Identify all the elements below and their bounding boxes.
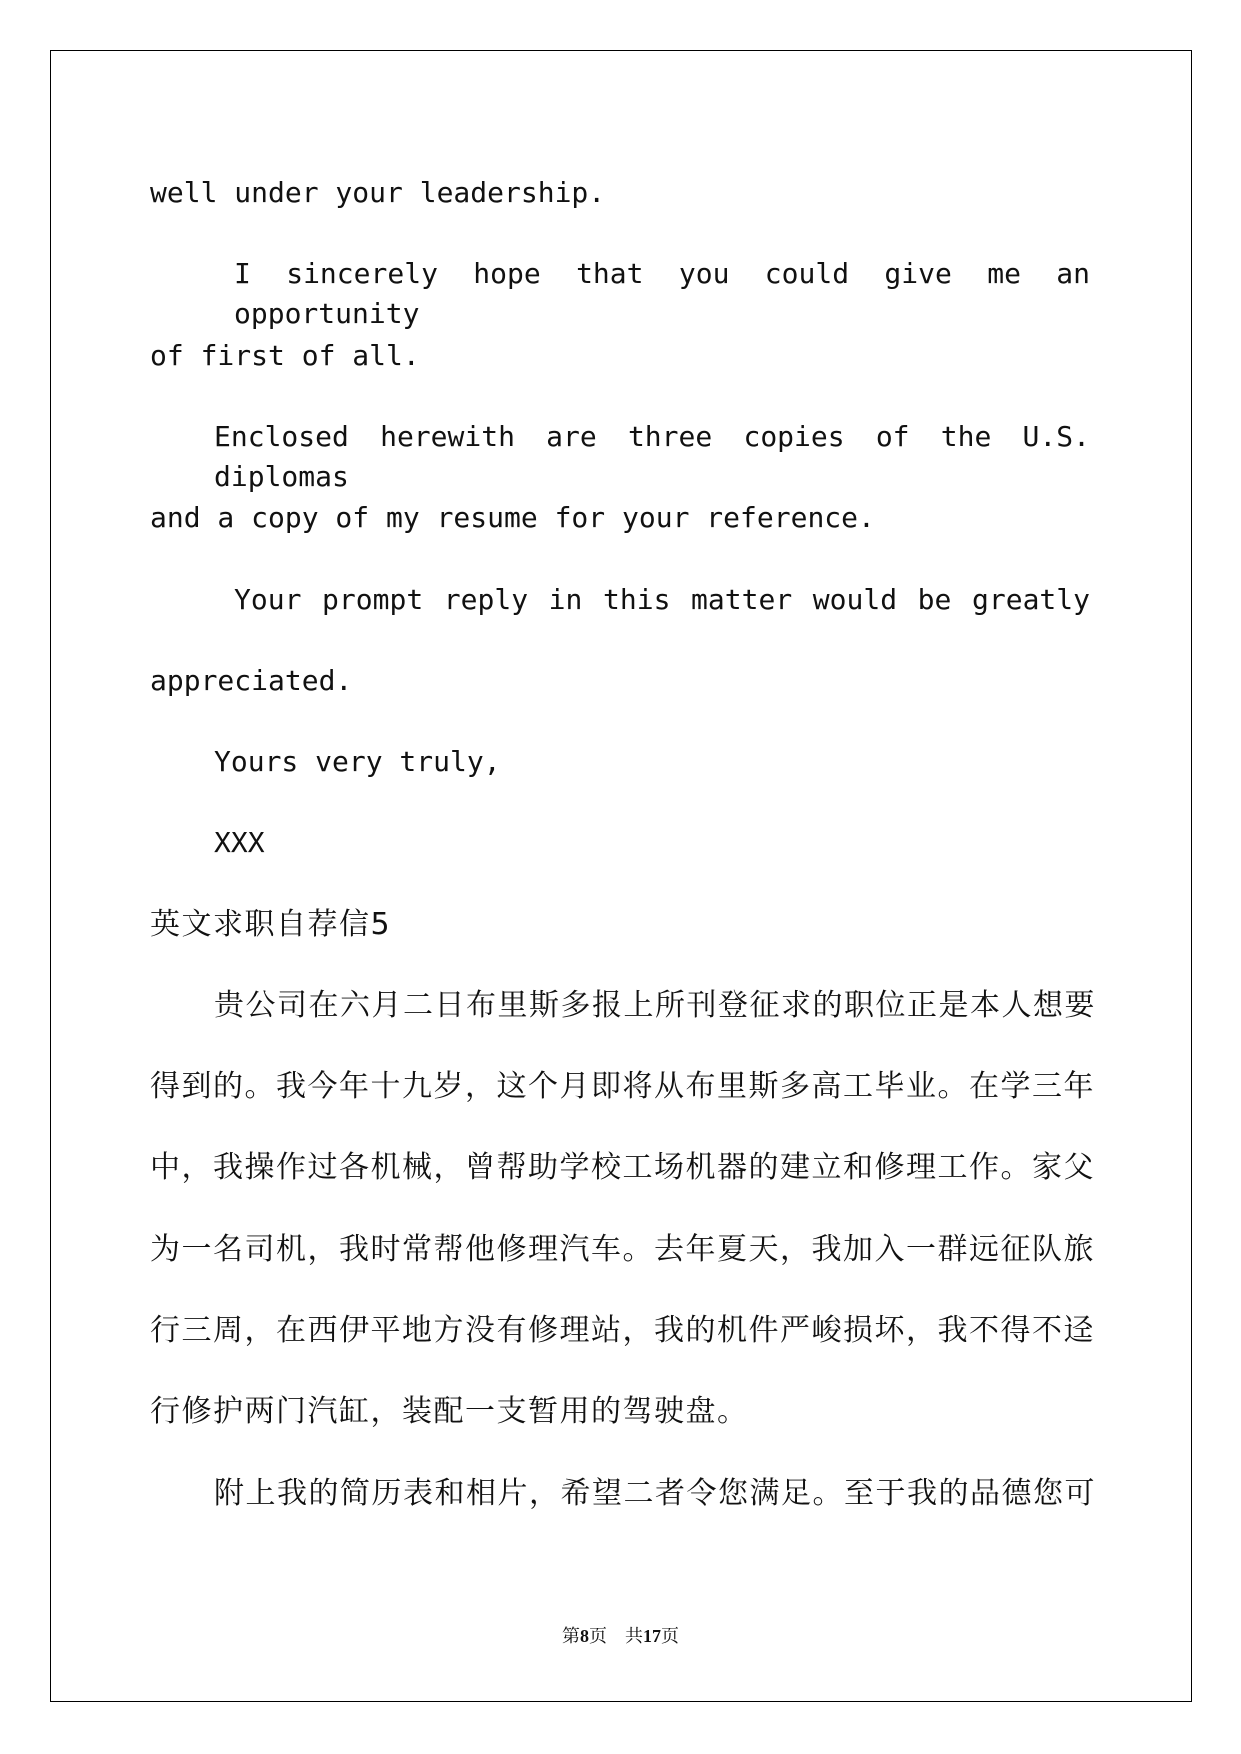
text-line: 得到的。我今年十九岁，这个月即将从布里斯多高工毕业。在学三年 [150, 1069, 1095, 1104]
text-line: of first of all. [150, 339, 420, 372]
text-line: appreciated. [150, 664, 353, 697]
text-line: well under your leadership. [150, 176, 606, 209]
text-line: Yours very truly, [214, 745, 501, 778]
footer-mid: 页 共 [589, 1626, 643, 1646]
footer-prefix: 第 [562, 1626, 580, 1646]
page-footer [0, 1622, 1241, 1648]
footer-suffix: 页 [661, 1626, 679, 1646]
total-page-count: 17 [643, 1626, 661, 1646]
text-line: 贵公司在六月二日布里斯多报上所刊登征求的职位正是本人想要 [214, 988, 1096, 1023]
current-page-number: 8 [580, 1626, 589, 1646]
text-line: 行修护两门汽缸，装配一支暂用的驾驶盘。 [150, 1394, 749, 1429]
text-line: Your prompt reply in this matter would be greatly [234, 583, 1090, 616]
text-line: Enclosed herewith are three copies of the U.S. diplomas [214, 420, 1090, 493]
text-line: 行三周，在西伊平地方没有修理站，我的机件严峻损坏，我不得不迳 [150, 1313, 1095, 1348]
section-heading: 英文求职自荐信5 [150, 907, 392, 942]
text-line: 为一名司机，我时常帮他修理汽车。去年夏天，我加入一群远征队旅 [150, 1232, 1095, 1267]
text-line: 附上我的简历表和相片，希望二者令您满足。至于我的品德您可 [214, 1476, 1096, 1511]
text-line: 中，我操作过各机械，曾帮助学校工场机器的建立和修理工作。家父 [150, 1150, 1095, 1185]
text-line: XXX [214, 826, 265, 859]
text-line: and a copy of my resume for your reference. [150, 501, 875, 534]
text-line: I sincerely hope that you could give me an opportunity [234, 257, 1090, 330]
